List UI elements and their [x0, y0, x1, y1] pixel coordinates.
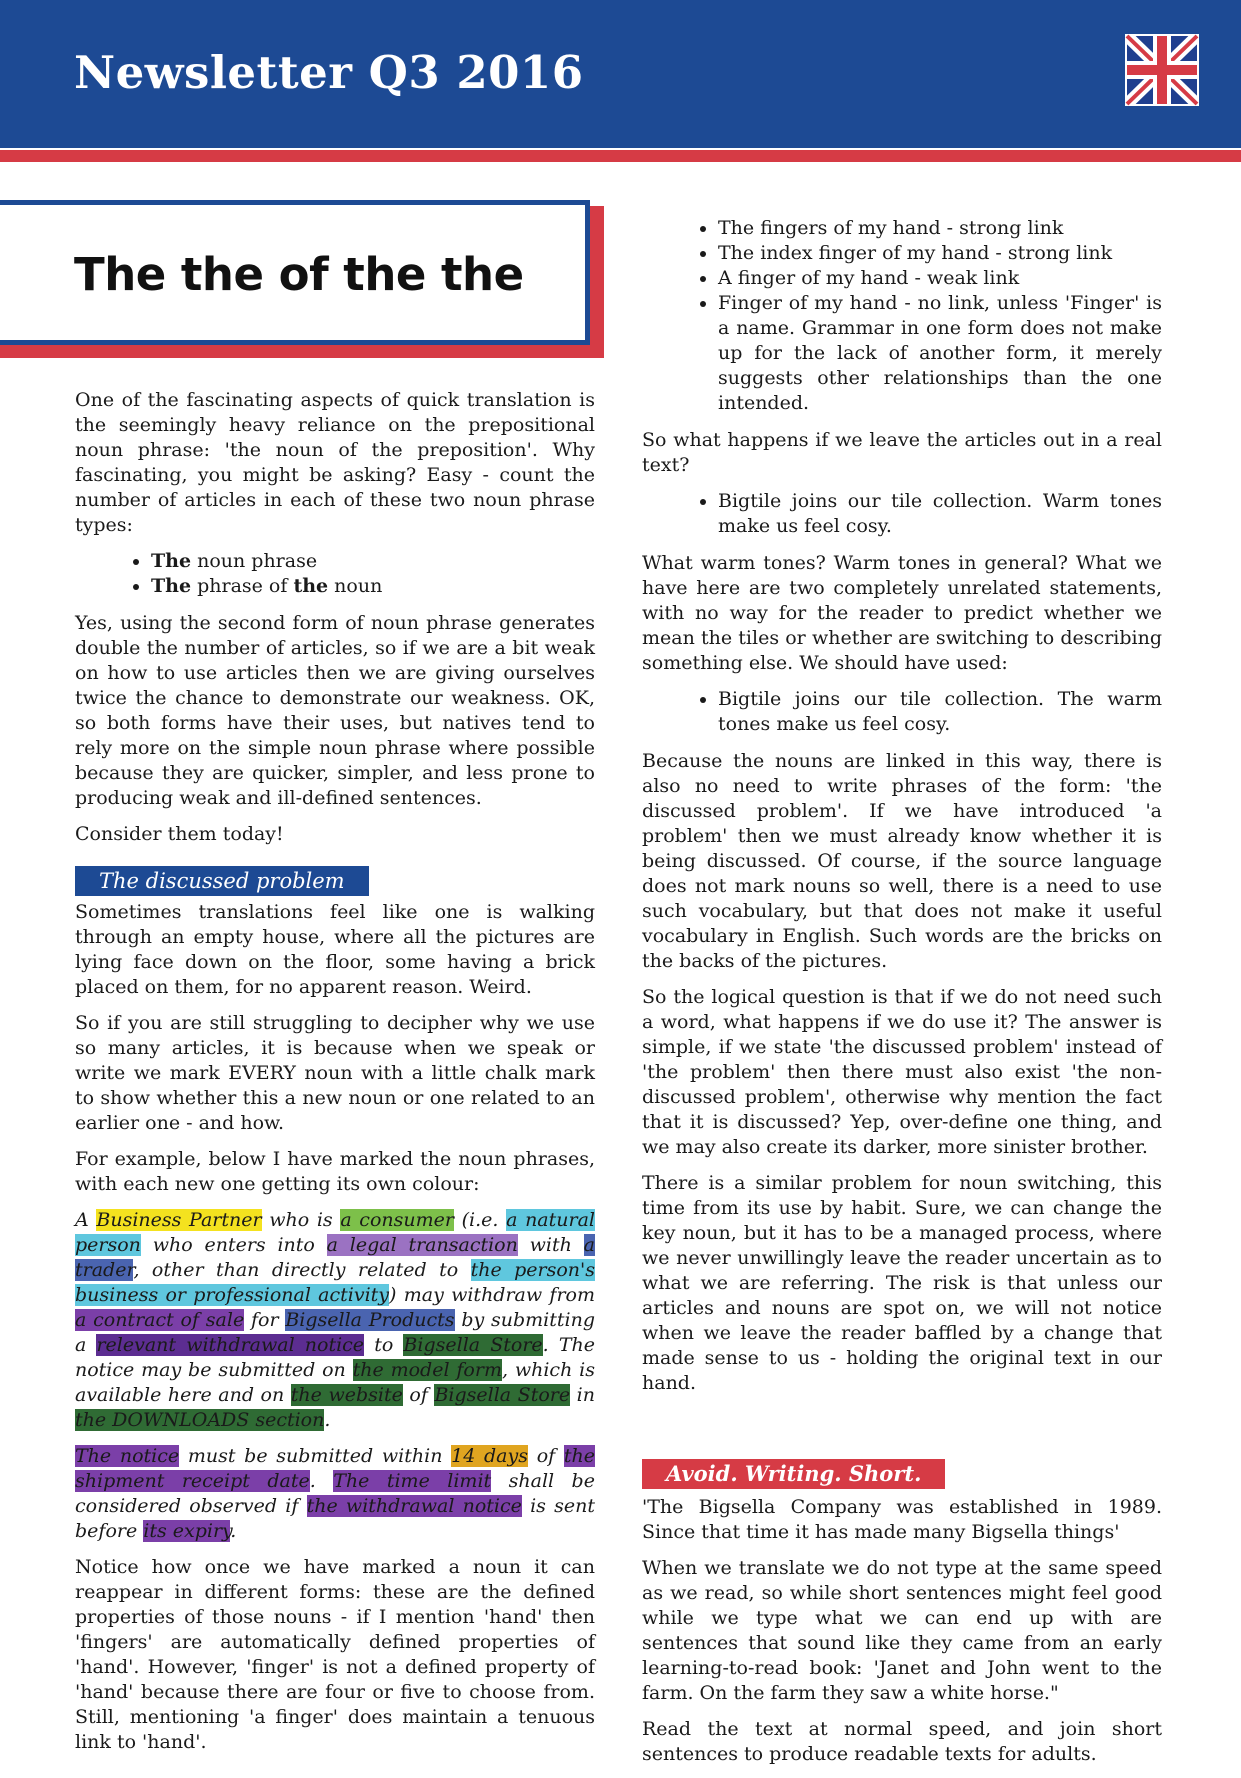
highlighted-example-1: [75, 1208, 595, 1433]
noun-highlight: the model form: [352, 1359, 502, 1381]
noun-highlight: the person's business or professional activity: [75, 1259, 596, 1306]
section-heading-discussed-problem: The discussed problem: [75, 866, 369, 896]
example-text: , other than directly related to: [133, 1259, 471, 1281]
example-text: by submitting a: [75, 1309, 595, 1356]
paragraph: So if you are still struggling to decipher why we use so many articles, it is because when we speak or write we mark EVERY noun with a little chalk mark to show whether this a new noun or one related to an earlier one - and how.: [75, 1012, 595, 1134]
paragraph: One of the fascinating aspects of quick translation is the seemingly heavy reliance on the prepositional noun phrase: 'the noun of the preposition'. Why fascinating, you might be asking? Easy - count the number of articles in each of these two noun phrase types:: [75, 389, 595, 536]
paragraph: When we translate we do not type at the same speed as we read, so while short sentences might feel good while we type what we can end up with are sentences that sound like they came from an early learning-to-read book: 'Janet and John went to the farm. On the farm they saw a white horse.": [642, 1557, 1162, 1704]
noun-highlight: Business Partner: [96, 1209, 262, 1231]
noun-highlight: Bigsella Store: [403, 1334, 543, 1356]
noun-highlight: a consumer: [340, 1209, 454, 1231]
paragraph: Sometimes translations feel like one is walking through an empty house, where all the pictures are lying face down on the floor, some having a brick placed on them, for no apparent reason. Weird.: [75, 901, 595, 998]
paragraph: Read the text at normal speed, and join short sentences to produce readable texts for adults.: [642, 1718, 1162, 1765]
example-list: [642, 687, 1162, 737]
example-text: shall be considered observed if: [75, 1470, 595, 1517]
paragraph: Consider them today!: [75, 823, 284, 845]
left-column: [75, 388, 595, 1766]
example-text: for: [244, 1309, 286, 1331]
bold-article: the: [293, 575, 329, 597]
example-text: to: [364, 1334, 404, 1356]
section-heading-avoid-writing-short: Avoid. Writing. Short.: [642, 1459, 945, 1489]
list-item: [151, 574, 595, 599]
header-red-stripe: [0, 150, 1241, 162]
example-text: . The notice may be submitted on: [75, 1334, 595, 1381]
uk-flag-icon: [1125, 34, 1199, 106]
list-text: noun: [328, 575, 383, 597]
example-text: , which is available here and on: [75, 1359, 595, 1406]
paragraph: 'The Bigsella Company was established in 1989. Since that time it has made many Bigsella things': [642, 1496, 1162, 1543]
example-text: with: [517, 1234, 584, 1256]
noun-highlight: the withdrawal notice: [306, 1495, 522, 1517]
paragraph: For example, below I have marked the noun phrases, with each new one getting its own colour:: [75, 1148, 595, 1195]
noun-highlight: 14 days: [451, 1445, 528, 1467]
paragraph: Notice how once we have marked a noun it can reappear in different forms: these are the defined properties of those nouns - if I mention 'hand' then 'fingers' are automatically defined properties of 'hand'. However, 'finger' is not a defined property of 'hand' because there are four or five to choose from. Still, mentioning 'a finger' does maintain a tenuous link to 'hand'.: [75, 1556, 595, 1753]
noun-highlight: The time limit: [333, 1470, 492, 1492]
noun-highlight: its expiry: [143, 1520, 231, 1542]
noun-highlight: Bigsella Products: [285, 1309, 455, 1331]
example-text: in: [570, 1384, 595, 1406]
list-item: [151, 549, 595, 574]
paragraph: So what happens if we leave the articles out in a real text?: [642, 429, 1162, 476]
highlighted-example-2: [75, 1444, 595, 1544]
list-text: noun phrase: [191, 550, 318, 572]
noun-highlight: relevant withdrawal notice: [96, 1334, 365, 1356]
paragraph: There is a similar problem for noun switching, this time from its use by habit. Sure, we can change the key noun, but it has to be a managed process, where we never unwillingly leave the reader uncertain as to what we are referring. The risk is that unless our articles and nouns are spot on, we will not notice when we leave the reader baffled by a change that made sense to us - holding the original text in our hand.: [642, 1172, 1162, 1394]
list-item: • Bigtile joins our tile collection. Warm tones make us feel cosy.: [718, 489, 1162, 539]
example-text: of: [402, 1384, 435, 1406]
noun-highlight: Bigsella Store: [434, 1384, 571, 1406]
noun-highlight: a natural person: [75, 1209, 595, 1256]
paragraph: So the logical question is that if we do not need such a word, what happens if we do use it? The answer is simple, if we state 'the discussed problem' instead of 'the problem' then there must also exist 'the non-discussed problem', otherwise why mention the fact that it is discussed? Yep, over-define one thing, and we may also create its darker, more sinister brother.: [642, 986, 1162, 1158]
noun-highlight: a legal transaction: [326, 1234, 518, 1256]
list-item: • Bigtile joins our tile collection. The warm tones make us feel cosy.: [718, 687, 1162, 737]
noun-highlight: a trader: [75, 1234, 595, 1281]
list-item: • Finger of my hand - no link, unless 'Finger' is a name. Grammar in one form does not make up for the lack of another form, it merely suggests other relationships than the one intended.: [718, 291, 1162, 416]
paragraph: Because the nouns are linked in this way, there is also no need to write phrases of the form: 'the discussed problem'. If we have introduced 'a problem' then we must already know whether it is being discussed. Of course, if the source language does not mark nouns so well, there is a need to use such vocabulary, but that does not make it useful vocabulary in English. Such words are the bricks on the backs of the pictures.: [642, 750, 1162, 972]
link-strength-list: [642, 216, 1162, 416]
list-item: • A finger of my hand - weak link: [718, 266, 1162, 291]
list-text: phrase of: [191, 575, 294, 597]
noun-highlight: the website: [290, 1384, 403, 1406]
example-text: .: [324, 1409, 331, 1431]
example-text: is sent before: [75, 1495, 595, 1542]
noun-highlight: the DOWNLOADS section: [75, 1409, 325, 1431]
list-item: • The index finger of my hand - strong link: [718, 241, 1162, 266]
noun-highlight: the shipment receipt date: [75, 1445, 595, 1492]
paragraph: Yes, using the second form of noun phrase generates double the number of articles, so if we are a bit weak on how to use articles then we are giving ourselves twice the chance to demonstrate our weakness. OK, so both forms have their uses, but natives tend to rely more on the simple noun phrase where possible because they are quicker, simpler, and less prone to producing weak and ill-defined sentences.: [75, 612, 595, 809]
example-text: who enters into: [140, 1234, 327, 1256]
example-text: A: [75, 1209, 97, 1231]
right-column: [642, 216, 1162, 1778]
newsletter-title: Newsletter Q3 2016: [74, 46, 584, 99]
noun-highlight: a contract of sale: [75, 1309, 245, 1331]
example-text: of: [528, 1445, 564, 1467]
noun-highlight: The notice: [75, 1445, 180, 1467]
article-title: The the of the the: [74, 248, 524, 301]
list-item: • The fingers of my hand - strong link: [718, 216, 1162, 241]
bold-article: The: [151, 550, 192, 572]
noun-phrase-list: [75, 549, 595, 599]
example-text: (i.e.: [453, 1209, 507, 1231]
example-list: [642, 489, 1162, 539]
paragraph: What warm tones? Warm tones in general? What we have here are two completely unrelated statements, with no way for the reader to predict whether we mean the tiles or whether are switching to describing something else. We should have used:: [642, 552, 1162, 674]
bold-article: The: [151, 575, 192, 597]
example-text: .: [309, 1470, 334, 1492]
example-text: ) may withdraw from: [389, 1284, 595, 1306]
example-text: must be submitted within: [179, 1445, 452, 1467]
example-text: .: [230, 1520, 237, 1542]
example-text: who is: [261, 1209, 341, 1231]
